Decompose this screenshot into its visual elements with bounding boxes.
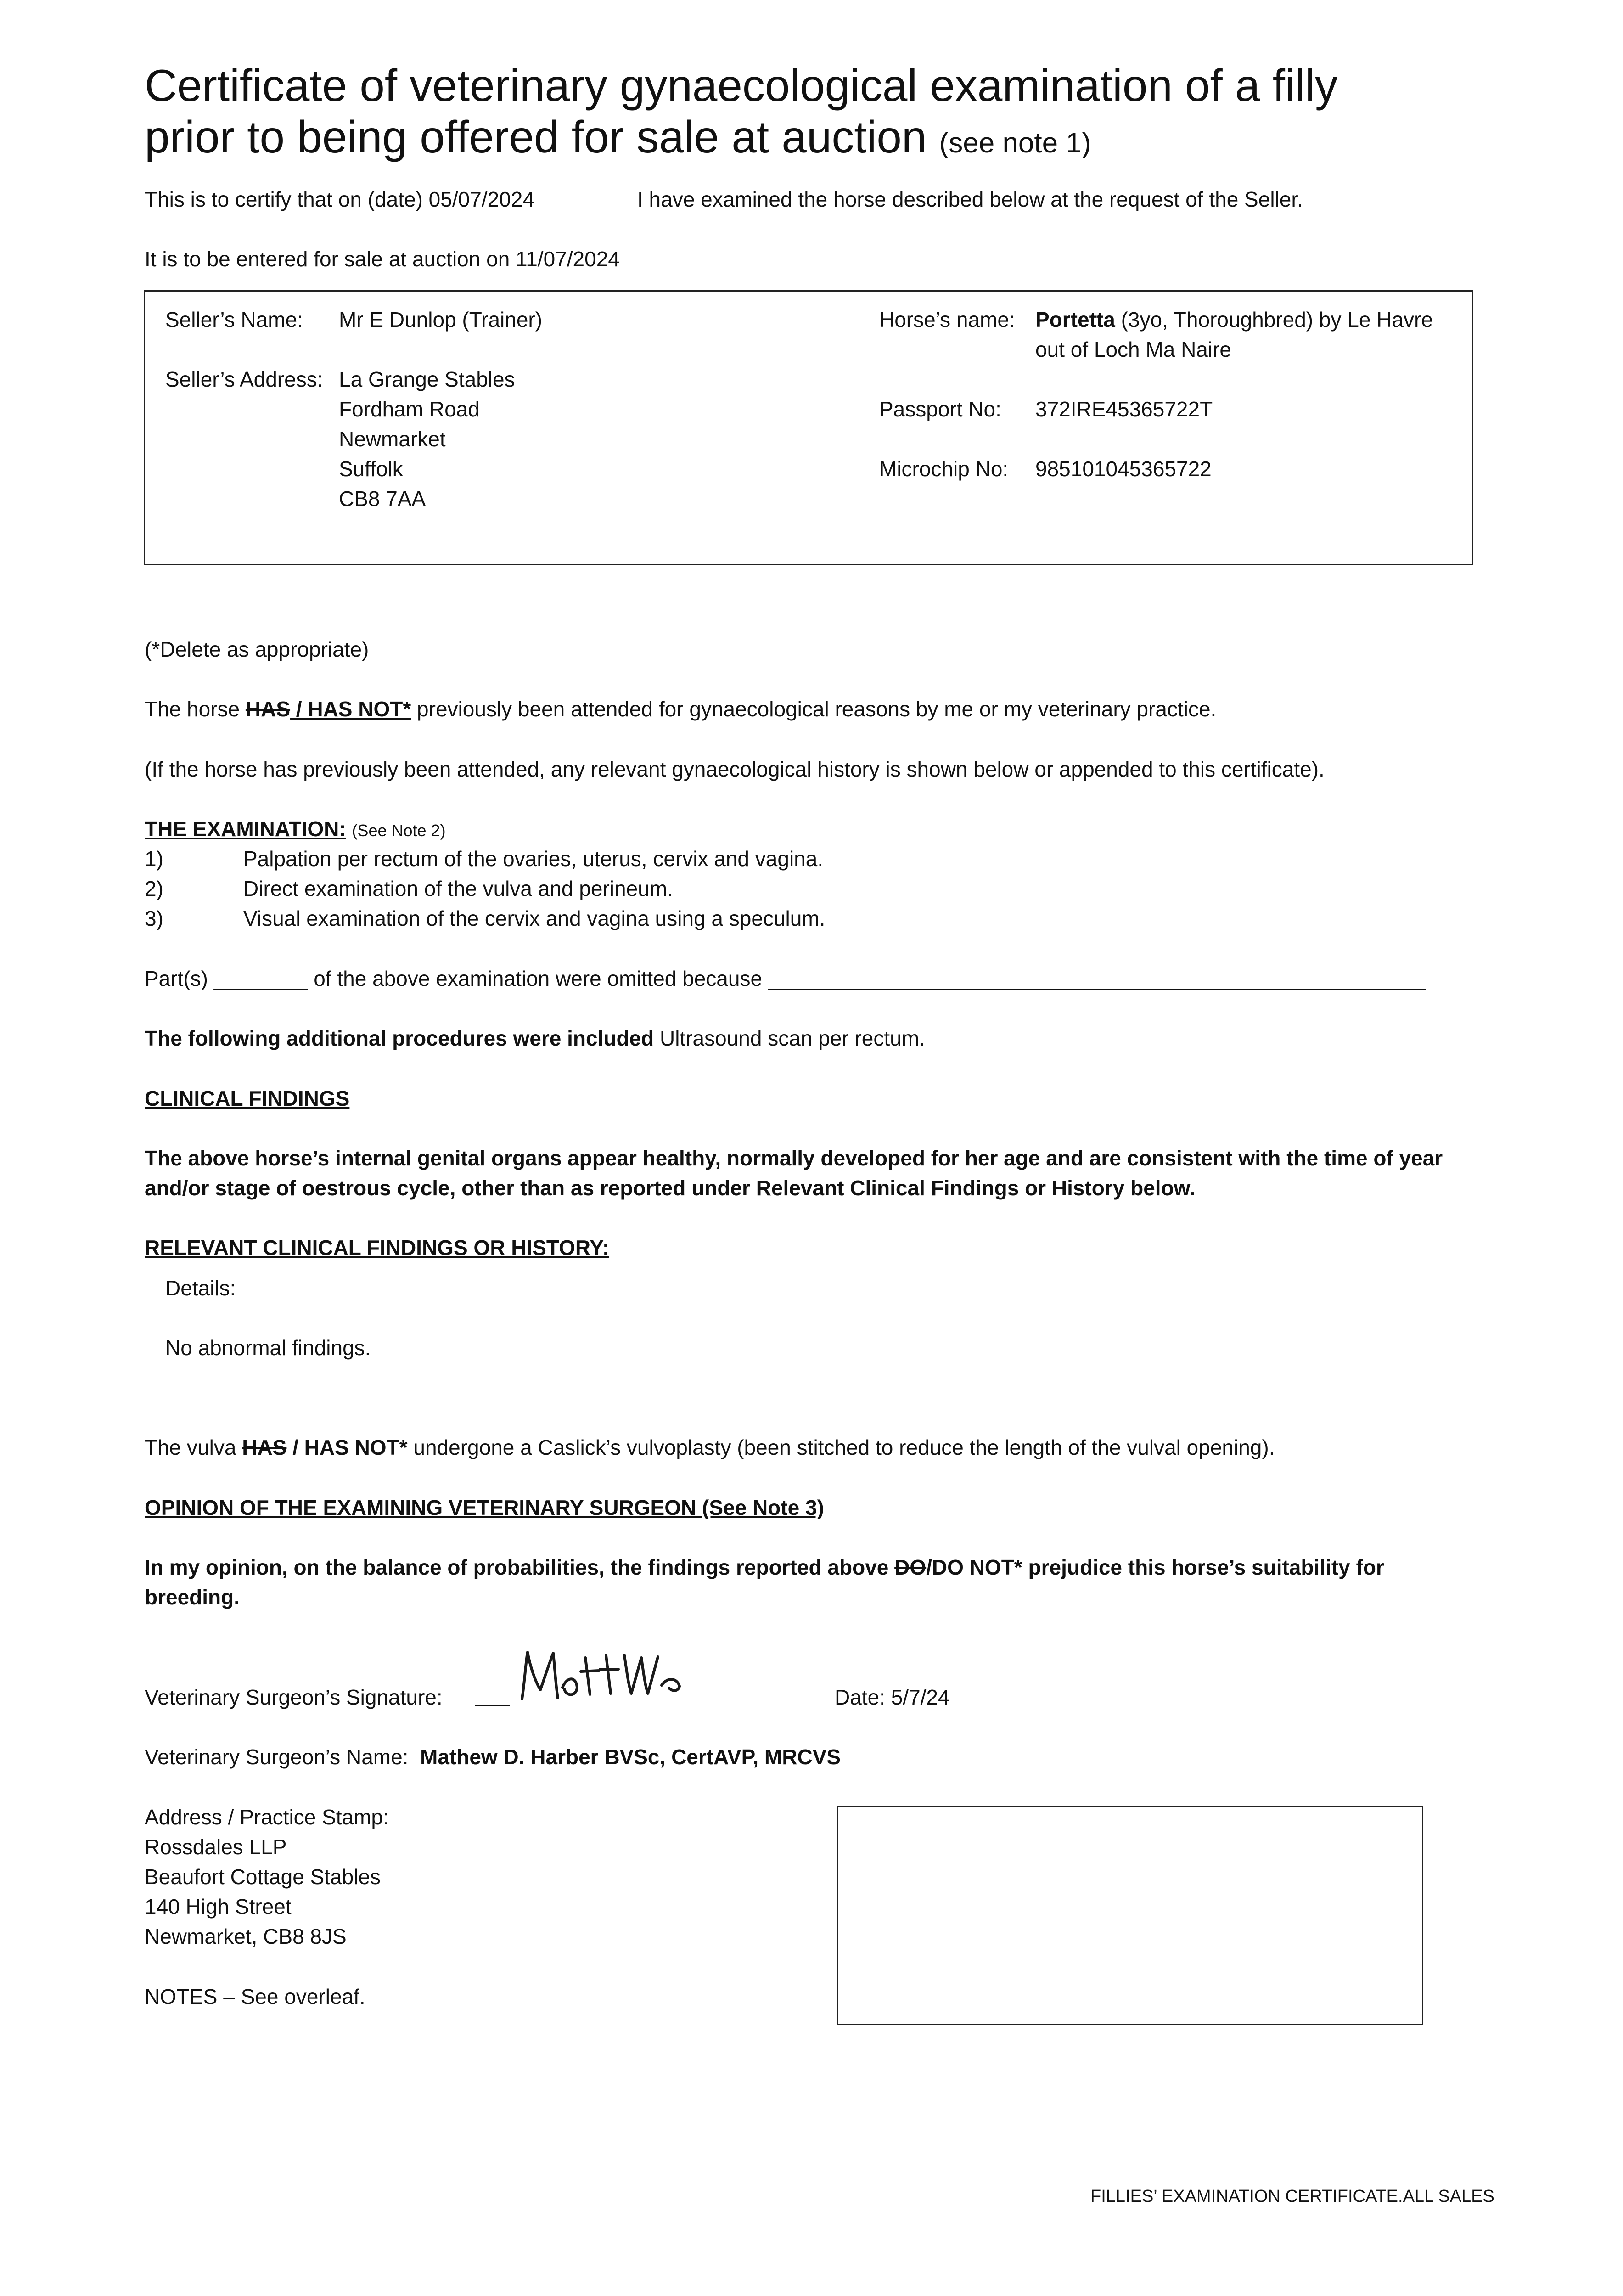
passport-number: 372IRE45365722T [1035, 397, 1213, 421]
practice-line-4: Newmarket, CB8 8JS [145, 1925, 347, 1948]
additional-value: Ultrasound scan per rectum. [654, 1026, 925, 1050]
omitted-prefix: Part(s) ________ of the above examination were omitted because [145, 967, 768, 990]
seller-address-line-1: La Grange Stables [339, 367, 515, 391]
footer: FILLIES’ EXAMINATION CERTIFICATE.ALL SALES [1090, 2187, 1494, 2206]
certify-date: This is to certify that on (date) 05/07/2024 [145, 187, 534, 211]
opinion-suffix: /DO NOT* prejudice this horse’s suitability for [926, 1555, 1384, 1579]
notes-line: NOTES – See overleaf. [145, 1985, 365, 2009]
seller-name-label: Seller’s Name: [165, 308, 303, 332]
delete-note: (*Delete as appropriate) [145, 637, 369, 661]
attended-statement [145, 694, 1216, 724]
horse-name: Portetta [1035, 308, 1115, 332]
auction-date: It is to be entered for sale at auction on 11/07/2024 [145, 247, 620, 271]
vulva-selected-option: / HAS NOT* [286, 1435, 408, 1459]
attended-struck-option: HAS [245, 697, 291, 721]
history-note: (If the horse has previously been attended, any relevant gynaecological history is shown below or appended to this certificate). [145, 757, 1325, 781]
practice-stamp-box [837, 1806, 1423, 2025]
attended-suffix: previously been attended for gynaecological reasons by me or my veterinary practice. [411, 697, 1217, 721]
practice-line-2: Beaufort Cottage Stables [145, 1865, 381, 1889]
exam-item-1-text: Palpation per rectum of the ovaries, uterus, cervix and vagina. [243, 847, 824, 871]
vulva-statement [145, 1432, 1275, 1463]
horse-name-label: Horse’s name: [879, 308, 1015, 332]
horse-details: (3yo, Thoroughbred) by Le Havre [1121, 308, 1433, 332]
passport-label: Passport No: [879, 397, 1001, 421]
seller-address-line-2: Fordham Road [339, 397, 480, 421]
exam-item-2-num: 2) [145, 877, 163, 900]
microchip-number: 985101045365722 [1035, 457, 1212, 481]
vulva-suffix: undergone a Caslick’s vulvoplasty (been stitched to reduce the length of the vulval opening). [407, 1435, 1275, 1459]
additional-procedures [145, 1023, 925, 1053]
relevant-heading: RELEVANT CLINICAL FINDINGS OR HISTORY: [145, 1236, 610, 1260]
title-line-1: Certificate of veterinary gynaecological examination of a filly [145, 60, 1338, 111]
attended-prefix: The horse [145, 697, 246, 721]
attended-selected-option: / HAS NOT* [290, 697, 411, 721]
signature-date: Date: 5/7/24 [835, 1685, 950, 1709]
signature-label: Veterinary Surgeon’s Signature: [145, 1685, 443, 1709]
vulva-struck-option: HAS [242, 1435, 287, 1459]
vulva-prefix: The vulva [145, 1435, 242, 1459]
exam-item-2-text: Direct examination of the vulva and perineum. [243, 877, 673, 900]
practice-label: Address / Practice Stamp: [145, 1805, 389, 1829]
exam-item-3-text: Visual examination of the cervix and vagina using a speculum. [243, 906, 826, 930]
practice-line-3: 140 High Street [145, 1895, 292, 1919]
certify-request: I have examined the horse described below at the request of the Seller. [637, 187, 1303, 211]
vet-name-label: Veterinary Surgeon’s Name: [145, 1745, 409, 1769]
omitted-line [145, 963, 1426, 994]
additional-label: The following additional procedures were included [145, 1026, 654, 1050]
exam-item-3-num: 3) [145, 906, 163, 930]
seller-address-label: Seller’s Address: [165, 367, 323, 391]
opinion-prefix: In my opinion, on the balance of probabilities, the findings reported above [145, 1555, 895, 1579]
title-line-2-text: prior to being offered for sale at auction [145, 112, 927, 162]
clinical-heading: CLINICAL FINDINGS [145, 1086, 350, 1110]
title-line-2 [145, 111, 1091, 169]
vet-name-line [145, 1742, 841, 1772]
signature-image [517, 1644, 691, 1708]
horse-name-line [1035, 304, 1433, 335]
examination-heading: THE EXAMINATION: [145, 817, 346, 841]
title-note: (see note 1) [939, 127, 1091, 159]
opinion-line-2: breeding. [145, 1585, 240, 1609]
omitted-blank: ________________________________________________________ [768, 967, 1426, 990]
seller-address-line-4: Suffolk [339, 457, 403, 481]
details-label: Details: [165, 1276, 236, 1300]
exam-item-1-num: 1) [145, 847, 163, 871]
vet-name: Mathew D. Harber BVSc, CertAVP, MRCVS [420, 1745, 841, 1769]
signature-line [475, 1705, 510, 1706]
examination-heading-note: (See Note 2) [352, 821, 446, 840]
opinion-struck-option: DO [894, 1555, 927, 1579]
examination-heading-line [145, 814, 446, 846]
clinical-statement-line-1: The above horse’s internal genital organs appear healthy, normally developed for her age and are consistent with the time of year [145, 1146, 1443, 1170]
horse-details-line-2: out of Loch Ma Naire [1035, 338, 1232, 361]
opinion-line-1 [145, 1552, 1384, 1582]
seller-address-line-3: Newmarket [339, 427, 446, 451]
details-text: No abnormal findings. [165, 1336, 371, 1360]
microchip-label: Microchip No: [879, 457, 1009, 481]
clinical-statement-line-2: and/or stage of oestrous cycle, other than as reported under Relevant Clinical Findings or History below. [145, 1176, 1196, 1200]
seller-name: Mr E Dunlop (Trainer) [339, 308, 543, 332]
practice-line-1: Rossdales LLP [145, 1835, 287, 1859]
opinion-heading: OPINION OF THE EXAMINING VETERINARY SURGEON (See Note 3) [145, 1496, 824, 1519]
seller-address-line-5: CB8 7AA [339, 487, 426, 511]
